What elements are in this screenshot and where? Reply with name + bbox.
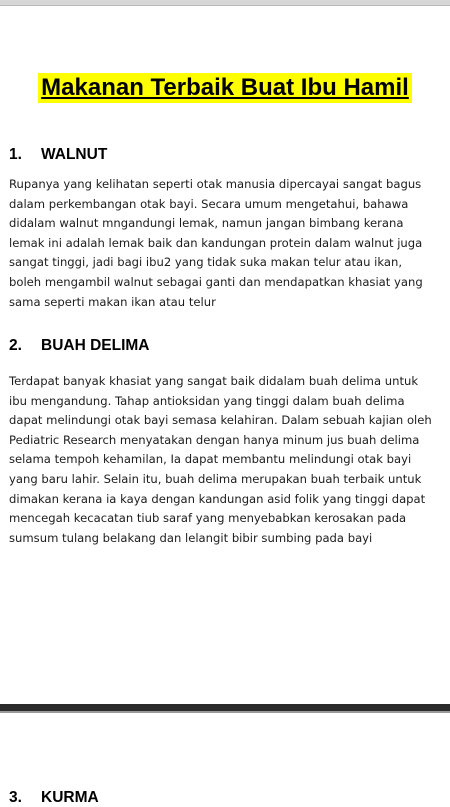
body-line: dimakan kerana ia kaya dengan kandungan asid folik yang tinggi dapat bbox=[9, 491, 426, 506]
section-number: 2. bbox=[9, 337, 22, 354]
body-line: lemak ini adalah lemak baik dan kandungan protein dalam walnut juga bbox=[9, 235, 423, 250]
body-line: boleh mengambil walnut sebagai ganti dan mendapatkan khasiat yang bbox=[9, 274, 423, 289]
title-wrap bbox=[0, 73, 450, 103]
body-line: yang baru lahir. Selain itu, buah delima merupakan buah terbaik untuk bbox=[9, 471, 422, 486]
body-line: selama tempoh kehamilan, Ia dapat membantu melindungi otak bayi bbox=[9, 452, 412, 467]
body-line: sama seperti makan ikan atau telur bbox=[9, 294, 216, 309]
body-line: Pediatric Research menyatakan dengan hanya minum jus buah delima bbox=[9, 432, 420, 447]
section-number: 3. bbox=[9, 789, 22, 806]
body-line: sumsum tulang belakang dan lelangit bibir sumbing pada bayi bbox=[9, 530, 373, 545]
section-body-buah-delima bbox=[9, 372, 439, 548]
page-break-divider bbox=[0, 704, 450, 713]
document-page-1 bbox=[0, 6, 450, 704]
body-line: Terdapat banyak khasiat yang sangat baik didalam buah delima untuk bbox=[9, 374, 419, 388]
body-line: dapat melindungi otak bayi semasa kelahiran. Dalam sebuah kajian oleh bbox=[9, 413, 432, 428]
body-line: sangat tinggi, jadi bagi ibu2 yang tidak suka makan telur atau ikan, bbox=[9, 255, 403, 270]
section-title: BUAH DELIMA bbox=[41, 337, 150, 354]
section-heading-buah-delima bbox=[9, 337, 150, 355]
section-heading-kurma bbox=[9, 789, 99, 807]
body-line: Rupanya yang kelihatan seperti otak manusia dipercayai sangat bagus bbox=[9, 177, 422, 191]
document-page-2 bbox=[0, 713, 450, 806]
body-line: dalam perkembangan otak bayi. Secara umum mengetahui, bahawa bbox=[9, 196, 409, 211]
body-line: mencegah kecacatan tiub saraf yang menyebabkan kerosakan pada bbox=[9, 511, 407, 526]
section-title: WALNUT bbox=[41, 146, 108, 163]
section-number: 1. bbox=[9, 146, 22, 163]
section-title: KURMA bbox=[41, 789, 99, 806]
body-line: didalam walnut mngandungi lemak, namun jangan bimbang kerana bbox=[9, 216, 404, 231]
section-body-walnut bbox=[9, 175, 439, 312]
page-title: Makanan Terbaik Buat Ibu Hamil bbox=[38, 73, 412, 103]
body-line: ibu mengandung. Tahap antioksidan yang tinggi dalam buah delima bbox=[9, 393, 405, 408]
section-heading-walnut bbox=[9, 146, 107, 164]
